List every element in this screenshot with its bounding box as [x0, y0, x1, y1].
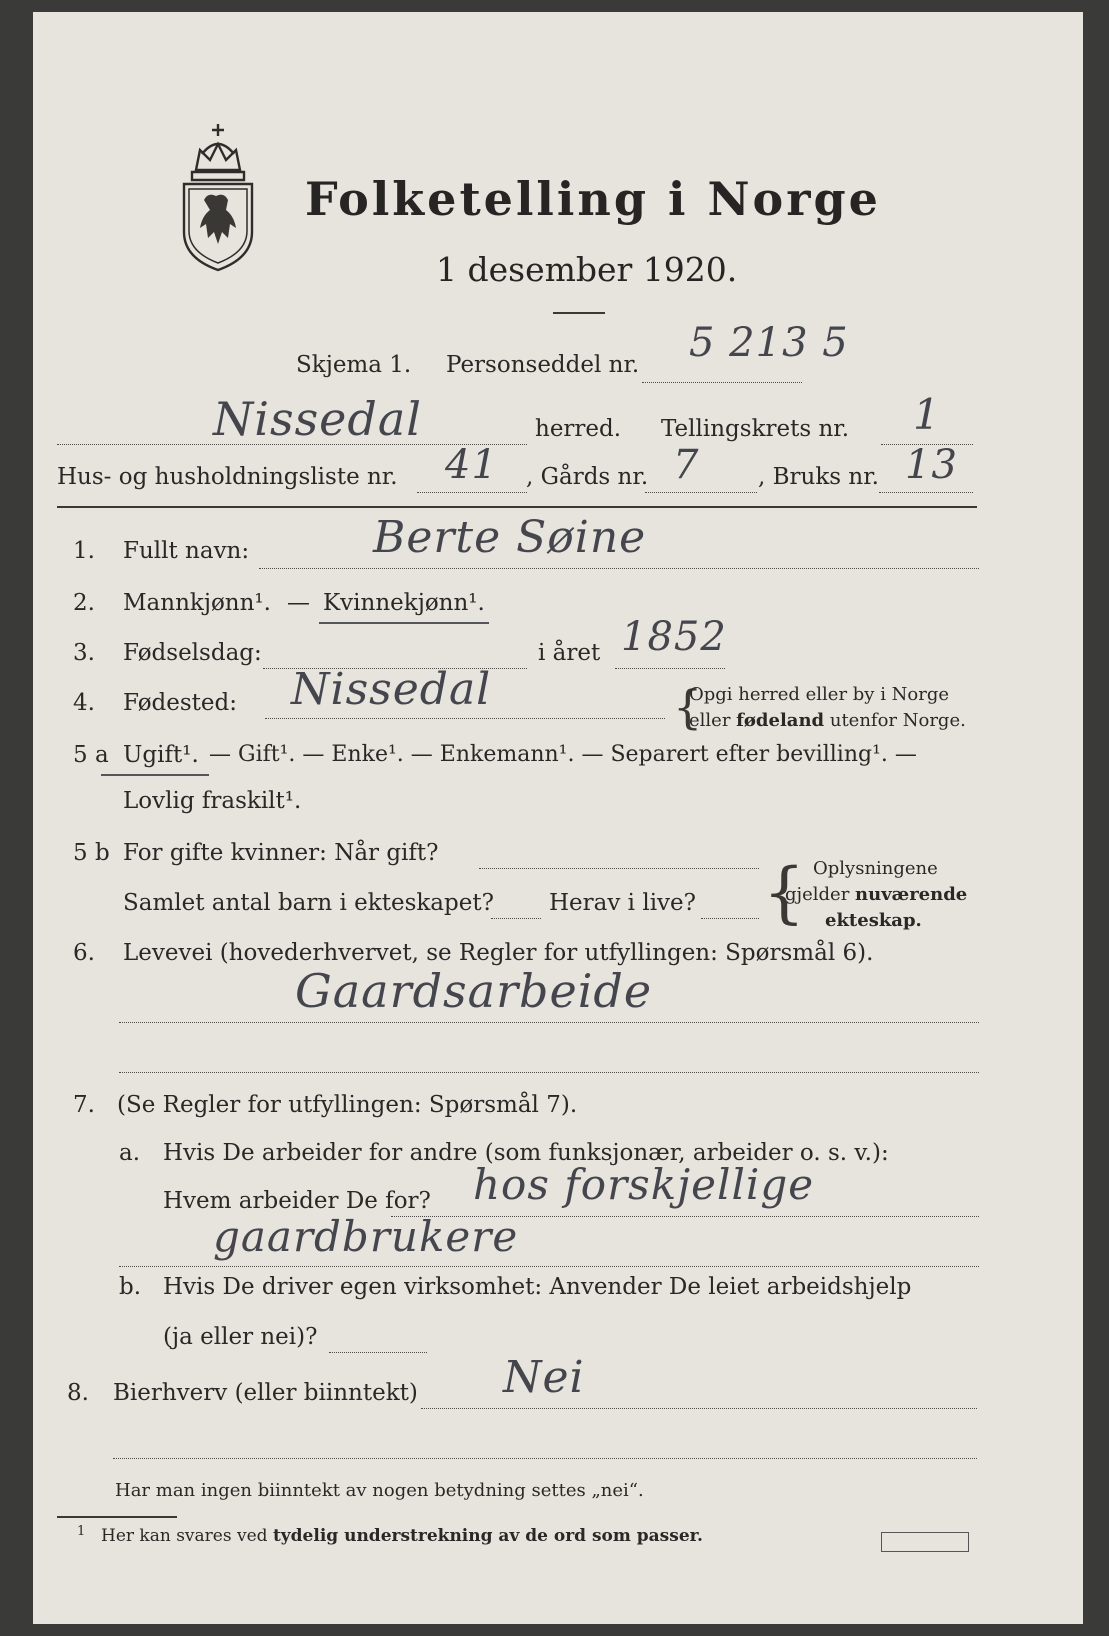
q7a-label: Hvis De arbeider for andre (som funksjonær, arbeider o. s. v.):	[163, 1140, 889, 1166]
occupation-value: Gaardsarbeide	[295, 964, 653, 1018]
civil-status-options: — Gift¹. — Enke¹. — Enkemann¹. — Separert efter bevilling¹. —	[209, 742, 917, 767]
birth-year-value: 1852	[621, 614, 727, 660]
tellingskrets-value: 1	[913, 390, 941, 439]
barn-label: Samlet antal barn i ekteskapet?	[123, 890, 494, 916]
q1-number: 1.	[73, 538, 95, 564]
side-income-value: Nei	[503, 1352, 585, 1403]
ilive-label: Herav i live?	[549, 890, 696, 916]
employer-value-line-1: hos forskjellige	[473, 1160, 815, 1209]
norwegian-coat-of-arms-icon	[178, 120, 258, 272]
q8-number: 8.	[67, 1380, 89, 1406]
q8-note: Har man ingen biinntekt av nogen betydning settes „nei“.	[115, 1480, 644, 1501]
female-underline	[319, 622, 489, 624]
herred-label: herred.	[535, 416, 622, 442]
husliste-value: 41	[445, 442, 498, 488]
footnote-mark: 1	[77, 1524, 86, 1539]
q1-label: Fullt navn:	[123, 538, 250, 564]
title-divider	[553, 312, 605, 314]
q5b-note-line-3: ekteskap.	[825, 910, 922, 931]
female-option: Kvinnekjønn¹.	[323, 590, 485, 616]
personseddel-value: 5 213 5	[689, 320, 849, 366]
printer-stamp	[881, 1532, 969, 1552]
full-name-value: Berte Søine	[373, 512, 647, 563]
q8-label: Bierhverv (eller biinntekt)	[113, 1380, 418, 1406]
header-rule	[57, 506, 977, 508]
q5a-number: 5 a	[73, 742, 109, 768]
q5b-label: For gifte kvinner: Når gift?	[123, 840, 439, 866]
footnote-rule	[57, 1516, 177, 1518]
bruks-value: 13	[905, 442, 958, 488]
q5b-note-line-2: gjelder nuværende	[785, 884, 968, 905]
q6-number: 6.	[73, 940, 95, 966]
form-date: 1 desember 1920.	[436, 250, 738, 289]
q4-label: Fødested:	[123, 690, 238, 716]
employer-value-line-2: gaardbrukere	[213, 1212, 519, 1261]
q3-number: 3.	[73, 640, 95, 666]
fraskilt-option: Lovlig fraskilt¹.	[123, 788, 302, 814]
footnote-text: Her kan svares ved tydelig understrekning av de ord som passer.	[101, 1526, 703, 1546]
birthplace-value: Nissedal	[291, 664, 492, 715]
q7a-letter: a.	[119, 1140, 141, 1166]
q3-label: Fødselsdag:	[123, 640, 262, 666]
q6-label: Levevei (hovederhvervet, se Regler for utfyllingen: Spørsmål 6).	[123, 940, 874, 966]
ugift-underline	[101, 774, 209, 776]
q7-label: (Se Regler for utfyllingen: Spørsmål 7).	[117, 1092, 578, 1118]
gards-value: 7	[673, 442, 700, 488]
census-form: Folketelling i Norge 1 desember 1920. Skjema 1. Personseddel nr. 5 213 5 Nissedal herred. Tellingskrets nr. 1 Hus- og husholdningsliste nr. 41 , Gårds nr. 7 , Bruks nr. 13 1. Fullt navn: Berte Søine 2. Mannkjønn¹. — Kvinnekjønn¹. 3. Fødselsdag: i året 1852 4. Fødested: Nissedal { Opgi herred eller by i Norge eller fødeland utenfor Norge. 5 a Ugift¹. — Gift¹. — Enke¹. — Enkemann¹. — Separert efter bevilling¹. — Lovlig fraskilt¹. 5 b For gifte kvinner: Når gift? Samlet antal barn i ekteskapet? Herav i live? { Oplysningene gjelder nuværende ekteskap. 6. Levevei (hovederhvervet, se Regler for utfyllingen: Spørsmål 6). Gaardsarbeide 7. (Se Regler for utfyllingen: Spørsmål 7). a. Hvis De arbeider for andre (som funksjonær, arbeider o. s. v.): Hvem arbeider De for? hos forskjellige gaardbrukere b. Hvis De driver egen virksomhet: Anvender De leiet arbeidshjelp (ja eller nei)? 8. Bierhverv (eller biinntekt) Nei Har man ingen biinntekt av nogen betydning settes „nei“. 1 Her kan svares ved tydelig understrekning av de ord som passer.	[33, 12, 1083, 1624]
husliste-label: Hus- og husholdningsliste nr.	[57, 464, 398, 490]
gards-label: , Gårds nr.	[526, 464, 649, 490]
q7b-letter: b.	[119, 1274, 142, 1300]
personseddel-label: Personseddel nr.	[446, 352, 640, 378]
q4-number: 4.	[73, 690, 95, 716]
birth-year-label: i året	[538, 640, 601, 666]
skjema-label: Skjema 1.	[296, 352, 412, 378]
bruks-label: , Bruks nr.	[758, 464, 879, 490]
q4-note-line-1: Opgi herred eller by i Norge	[689, 684, 950, 705]
q5b-number: 5 b	[73, 840, 110, 866]
ugift-option: Ugift¹.	[123, 742, 199, 768]
q7b-question: (ja eller nei)?	[163, 1324, 318, 1350]
herred-value: Nissedal	[213, 392, 422, 446]
q7b-label: Hvis De driver egen virksomhet: Anvender De leiet arbeidshjelp	[163, 1274, 912, 1300]
q2-separator: —	[287, 590, 310, 616]
q7a-question: Hvem arbeider De for?	[163, 1188, 431, 1214]
q2-number: 2.	[73, 590, 95, 616]
q7-number: 7.	[73, 1092, 95, 1118]
tellingskrets-label: Tellingskrets nr.	[661, 416, 850, 442]
q4-note-line-2: eller fødeland utenfor Norge.	[689, 710, 966, 731]
form-title: Folketelling i Norge	[305, 172, 881, 226]
male-option: Mannkjønn¹.	[123, 590, 271, 616]
q5b-note-line-1: Oplysningene	[813, 858, 938, 879]
